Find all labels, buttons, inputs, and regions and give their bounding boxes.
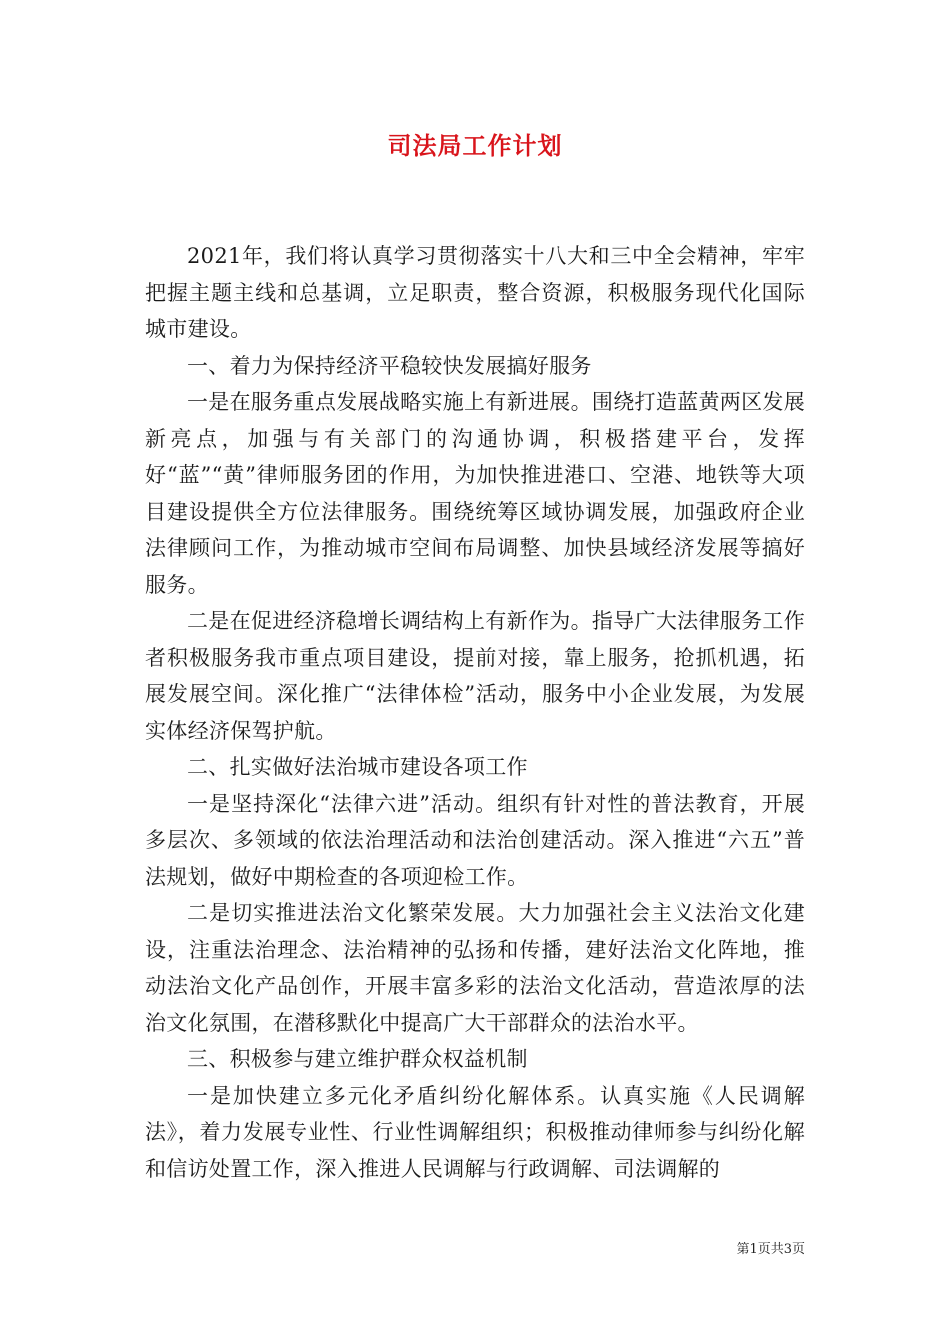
document-body [145, 238, 805, 1187]
heading-section-1: 一、着力为保持经济平稳较快发展搞好服务 [187, 353, 592, 378]
paragraph-section-1-item-1: 一是在服务重点发展战略实施上有新进展。围绕打造蓝黄两区发展新亮点，加强与有关部门的沟通协调，积极搭建平台，发挥好“蓝”“黄”律师服务团的作用，为加快推进港口、空港、地铁等大项目建设提供全方位法律服务。围绕统筹区域协调发展，加强政府企业法律顾问工作，为推动城市空间布局调整、加快县域经济发展等搞好服务。 [145, 390, 805, 597]
page-number-footer: 第1页共3页 [736, 1242, 805, 1257]
paragraph-section-1-item-2: 二是在促进经济稳增长调结构上有新作为。指导广大法律服务工作者积极服务我市重点项目建设，提前对接，靠上服务，抢抓机遇，拓展发展空间。深化推广“法律体检”活动，服务中小企业发展，为发展实体经济保驾护航。 [145, 609, 805, 743]
paragraph-section-2-item-2: 二是切实推进法治文化繁荣发展。大力加强社会主义法治文化建设，注重法治理念、法治精神的弘扬和传播，建好法治文化阵地，推动法治文化产品创作，开展丰富多彩的法治文化活动，营造浓厚的法治文化氛围，在潜移默化中提高广大干部群众的法治水平。 [145, 901, 805, 1035]
paragraph-section-3-item-1: 一是加快建立多元化矛盾纠纷化解体系。认真实施《人民调解法》，着力发展专业性、行业性调解组织；积极推动律师参与纠纷化解和信访处置工作，深入推进人民调解与行政调解、司法调解的 [145, 1083, 805, 1181]
heading-section-3: 三、积极参与建立维护群众权益机制 [187, 1047, 528, 1071]
heading-section-2: 二、扎实做好法治城市建设各项工作 [187, 755, 528, 779]
document-title: 司法局工作计划 [387, 131, 563, 160]
paragraph-intro: 2021年，我们将认真学习贯彻落实十八大和三中全会精神，牢牢把握主题主线和总基调，立足职责，整合资源，积极服务现代化国际城市建设。 [145, 244, 805, 341]
paragraph-section-2-item-1: 一是坚持深化“法律六进”活动。组织有针对性的普法教育，开展多层次、多领域的依法治理活动和法治创建活动。深入推进“六五”普法规划，做好中期检查的各项迎检工作。 [145, 791, 805, 889]
